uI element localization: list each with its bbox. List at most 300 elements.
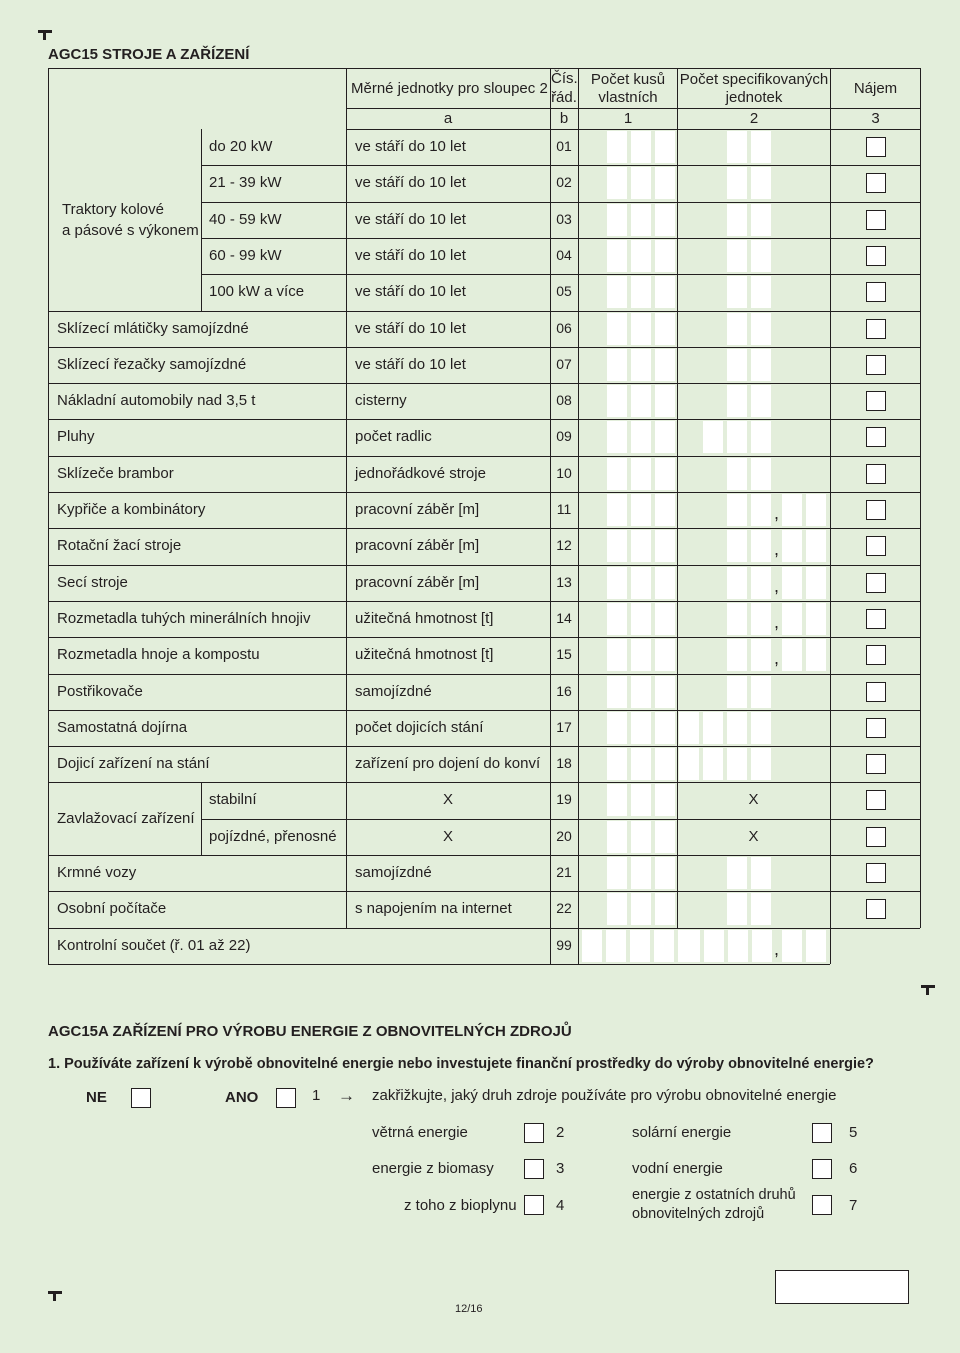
table-line — [48, 601, 920, 602]
rent-checkbox[interactable] — [866, 464, 886, 484]
count-own-cell[interactable] — [607, 712, 627, 744]
rent-checkbox[interactable] — [866, 645, 886, 665]
row-number: 12 — [556, 537, 572, 554]
table-line — [48, 456, 920, 457]
count-own-cell[interactable] — [607, 676, 627, 708]
count-spec-cell[interactable] — [703, 421, 723, 453]
rent-checkbox[interactable] — [866, 609, 886, 629]
count-spec-cell[interactable] — [727, 349, 747, 381]
decimal-comma: , — [774, 938, 780, 959]
count-own-cell[interactable] — [607, 603, 627, 635]
rent-checkbox[interactable] — [866, 319, 886, 339]
count-own-cell[interactable] — [655, 603, 675, 635]
count-own-cell[interactable] — [655, 313, 675, 345]
section-title-agc15a: AGC15A ZAŘÍZENÍ PRO VÝROBU ENERGIE Z OBNOVITELNÝCH ZDROJŮ — [48, 1023, 572, 1040]
row-number: 21 — [556, 864, 572, 880]
count-own-cell[interactable] — [607, 204, 627, 236]
row-sublabel: 100 kW a více — [209, 283, 305, 301]
count-spec-cell[interactable] — [727, 313, 747, 345]
count-spec-cell[interactable] — [727, 421, 747, 453]
option-biomass-label: energie z biomasy — [372, 1160, 494, 1177]
table-line — [48, 637, 920, 638]
count-own-cell[interactable] — [631, 748, 651, 780]
row-unit: ve stáří do 10 let — [355, 246, 466, 264]
row-sublabel: 21 - 39 kW — [209, 174, 282, 192]
count-own-cell[interactable] — [631, 458, 651, 490]
count-own-cell[interactable] — [607, 530, 627, 562]
table-line — [48, 964, 830, 965]
row-name: Kontrolní součet (ř. 01 až 22) — [57, 936, 251, 954]
row-name: Sklízecí mlátičky samojízdné — [57, 319, 249, 337]
count-own-cell[interactable] — [631, 349, 651, 381]
header-rad: řád. — [551, 89, 577, 106]
row-unit: pracovní záběr [m] — [355, 501, 480, 518]
sum-cell[interactable] — [752, 930, 772, 962]
count-spec-cell[interactable] — [751, 712, 771, 744]
count-own-cell[interactable] — [607, 893, 627, 925]
count-own-cell[interactable] — [655, 784, 675, 816]
row-unit: samojízdné — [355, 682, 432, 700]
rent-checkbox[interactable] — [866, 173, 886, 193]
option-solar-checkbox[interactable] — [812, 1123, 832, 1143]
row-number: 11 — [556, 501, 572, 517]
table-line — [578, 68, 579, 964]
row-name: Postřikovače — [57, 682, 143, 700]
count-own-cell[interactable] — [607, 313, 627, 345]
option-other-checkbox[interactable] — [812, 1195, 832, 1215]
count-spec-cell[interactable] — [751, 313, 771, 345]
count-spec-cell[interactable] — [727, 603, 747, 635]
count-own-cell[interactable] — [607, 349, 627, 381]
count-own-cell[interactable] — [631, 676, 651, 708]
row-name: Rotační žací stroje — [57, 537, 182, 555]
row-sublabel: 40 - 59 kW — [209, 210, 282, 228]
row-number: 06 — [556, 319, 572, 336]
row-spec-x: X — [748, 827, 759, 845]
count-own-cell[interactable] — [631, 240, 651, 272]
count-own-cell[interactable] — [631, 821, 651, 853]
count-spec-cell[interactable] — [751, 204, 771, 236]
count-own-cell[interactable] — [654, 930, 674, 962]
count-spec-cell[interactable] — [751, 131, 771, 163]
row-unit: samojízdné — [355, 864, 432, 881]
count-own-cell[interactable] — [631, 530, 651, 562]
count-spec-cell[interactable] — [751, 385, 771, 417]
option-water-label: vodní energie — [632, 1160, 723, 1177]
count-own-cell[interactable] — [607, 821, 627, 853]
option-solar-code: 5 — [849, 1124, 858, 1141]
rent-checkbox[interactable] — [866, 536, 886, 556]
row-unit: pracovní záběr [m] — [355, 537, 480, 555]
count-own-cell[interactable] — [607, 276, 627, 308]
row-number: 10 — [556, 464, 572, 481]
count-own-cell[interactable] — [607, 639, 627, 671]
count-spec-cell[interactable] — [751, 167, 771, 199]
count-spec-decimal-cell[interactable] — [806, 494, 826, 526]
count-own-cell[interactable] — [631, 313, 651, 345]
header-own-2: vlastních — [598, 89, 658, 106]
count-own-cell[interactable] — [655, 712, 675, 744]
count-spec-cell[interactable] — [751, 349, 771, 381]
count-spec-cell[interactable] — [751, 458, 771, 490]
renewable-question: 1. Používáte zařízení k výrobě obnovitelné energie nebo investujete finanční prostředky do výroby obnovitelné energie? — [48, 1056, 874, 1072]
row-number: 15 — [556, 646, 572, 663]
count-own-cell[interactable] — [607, 784, 627, 816]
count-own-cell[interactable] — [631, 204, 651, 236]
sum-cell[interactable] — [728, 930, 748, 962]
count-own-cell[interactable] — [655, 530, 675, 562]
count-own-cell[interactable] — [631, 639, 651, 671]
count-spec-decimal-cell[interactable] — [782, 639, 802, 671]
count-own-cell[interactable] — [655, 240, 675, 272]
row-name: Nákladní automobily nad 3,5 t — [57, 392, 256, 410]
count-own-cell[interactable] — [607, 458, 627, 490]
count-own-cell[interactable] — [631, 857, 651, 889]
count-own-cell[interactable] — [655, 349, 675, 381]
instruction-text: zakřižkujte, jaký druh zdroje používáte pro výrobu obnovitelné energie — [372, 1087, 837, 1104]
count-spec-decimal-cell[interactable] — [782, 567, 802, 599]
option-solar-label: solární energie — [632, 1124, 732, 1141]
count-spec-cell[interactable] — [727, 857, 747, 889]
row-unit: ve stáří do 10 let — [355, 283, 466, 301]
row-number: 99 — [556, 936, 572, 953]
count-spec-cell[interactable] — [727, 494, 747, 526]
page-id-box — [775, 1270, 909, 1304]
table-line — [48, 383, 920, 384]
count-spec-cell[interactable] — [751, 603, 771, 635]
row-number: 13 — [556, 573, 572, 590]
table-line — [48, 891, 920, 892]
header-rent: Nájem — [853, 80, 898, 97]
count-spec-cell[interactable] — [727, 167, 747, 199]
table-line — [48, 68, 49, 964]
table-line — [48, 928, 920, 929]
row-spec-x: X — [748, 791, 759, 809]
count-own-cell[interactable] — [631, 784, 651, 816]
rent-checkbox[interactable] — [866, 863, 886, 883]
table-line — [920, 68, 921, 928]
count-spec-cell[interactable] — [751, 276, 771, 308]
row-unit: užitečná hmotnost [t] — [355, 609, 494, 627]
table-line — [550, 68, 551, 964]
row-unit: X — [442, 791, 453, 809]
col-label-3: 3 — [871, 110, 880, 127]
rent-checkbox[interactable] — [866, 282, 886, 302]
count-own-cell[interactable] — [607, 748, 627, 780]
row-number: 04 — [556, 246, 572, 263]
row-unit: užitečná hmotnost [t] — [355, 646, 494, 664]
count-spec-decimal-cell[interactable] — [806, 567, 826, 599]
header-units: Měrné jednotky pro sloupec 2 — [351, 80, 548, 97]
row-number: 02 — [556, 174, 572, 191]
ano-code: 1 — [312, 1087, 321, 1104]
row-number: 03 — [556, 210, 572, 227]
count-own-cell[interactable] — [607, 385, 627, 417]
option-biomass-code: 3 — [556, 1160, 565, 1177]
table-line — [201, 165, 920, 166]
count-spec-cell[interactable] — [727, 530, 747, 562]
sum-decimal-cell[interactable] — [806, 930, 826, 962]
count-own-cell[interactable] — [655, 421, 675, 453]
count-spec-cell[interactable] — [727, 676, 747, 708]
header-cis: Čís. — [551, 70, 578, 87]
count-spec-cell[interactable] — [751, 494, 771, 526]
count-own-cell[interactable] — [631, 567, 651, 599]
col-label-b: b — [559, 110, 569, 127]
count-spec-cell[interactable] — [727, 131, 747, 163]
rent-checkbox[interactable] — [866, 355, 886, 375]
count-spec-decimal-cell[interactable] — [782, 530, 802, 562]
header-own-1: Počet kusů — [590, 71, 666, 88]
count-spec-cell[interactable] — [751, 421, 771, 453]
row-unit: ve stáří do 10 let — [355, 355, 466, 373]
count-own-cell[interactable] — [607, 421, 627, 453]
count-own-cell[interactable] — [631, 421, 651, 453]
row-unit: X — [442, 827, 453, 845]
row-number: 14 — [556, 609, 572, 626]
option-biogas-code: 4 — [556, 1197, 565, 1214]
count-spec-decimal-cell[interactable] — [806, 603, 826, 635]
option-wind-checkbox[interactable] — [524, 1123, 544, 1143]
count-own-cell[interactable] — [655, 748, 675, 780]
rent-checkbox[interactable] — [866, 210, 886, 230]
count-own-cell[interactable] — [655, 276, 675, 308]
decimal-comma: , — [774, 648, 780, 669]
count-own-cell[interactable] — [631, 712, 651, 744]
count-spec-cell[interactable] — [751, 567, 771, 599]
count-spec-cell[interactable] — [703, 748, 723, 780]
arrow-icon: → — [338, 1086, 355, 1105]
count-spec-decimal-cell[interactable] — [806, 530, 826, 562]
table-line — [48, 565, 920, 566]
option-biogas-checkbox[interactable] — [524, 1195, 544, 1215]
count-own-cell[interactable] — [607, 167, 627, 199]
sum-decimal-cell[interactable] — [782, 930, 802, 962]
count-spec-cell[interactable] — [751, 857, 771, 889]
count-own-cell[interactable] — [655, 385, 675, 417]
count-own-cell[interactable] — [607, 240, 627, 272]
count-spec-cell[interactable] — [751, 676, 771, 708]
row-name: Osobní počítače — [57, 900, 167, 918]
option-biomass-checkbox[interactable] — [524, 1159, 544, 1179]
table-line — [677, 68, 678, 928]
count-spec-cell[interactable] — [751, 530, 771, 562]
ne-checkbox[interactable] — [131, 1088, 151, 1108]
count-spec-cell[interactable] — [727, 567, 747, 599]
option-water-checkbox[interactable] — [812, 1159, 832, 1179]
count-own-cell[interactable] — [631, 893, 651, 925]
count-spec-decimal-cell[interactable] — [782, 494, 802, 526]
corner-mark-top-left — [38, 30, 52, 40]
count-own-cell[interactable] — [655, 494, 675, 526]
table-line — [48, 674, 920, 675]
count-own-cell[interactable] — [655, 821, 675, 853]
table-line — [346, 129, 920, 130]
rent-checkbox[interactable] — [866, 427, 886, 447]
rent-checkbox[interactable] — [866, 573, 886, 593]
rent-checkbox[interactable] — [866, 754, 886, 774]
count-own-cell[interactable] — [631, 131, 651, 163]
row-number: 20 — [556, 827, 572, 844]
table-line — [201, 129, 202, 311]
count-own-cell[interactable] — [607, 131, 627, 163]
table-line — [830, 68, 831, 928]
count-own-cell[interactable] — [607, 494, 627, 526]
table-line — [48, 68, 920, 69]
corner-mark-bottom-left — [48, 1291, 62, 1301]
row-number: 16 — [556, 682, 572, 699]
row-number: 09 — [556, 428, 572, 445]
rent-checkbox[interactable] — [866, 246, 886, 266]
count-own-cell[interactable] — [655, 204, 675, 236]
count-own-cell[interactable] — [631, 276, 651, 308]
decimal-comma: , — [774, 611, 780, 632]
row-name: Samostatná dojírna — [57, 718, 188, 736]
row-number: 22 — [556, 900, 572, 917]
table-line — [201, 238, 920, 239]
section-title-agc15: AGC15 STROJE A ZAŘÍZENÍ — [48, 46, 250, 63]
rent-checkbox[interactable] — [866, 682, 886, 702]
row-unit: jednořádkové stroje — [355, 464, 486, 482]
row-number: 18 — [556, 755, 572, 772]
table-line — [48, 746, 920, 747]
row-number: 19 — [556, 791, 572, 808]
row-name: Rozmetadla tuhých minerálních hnojiv — [57, 609, 311, 627]
rent-checkbox[interactable] — [866, 790, 886, 810]
row-name: Kypřiče a kombinátory — [57, 501, 206, 518]
option-other-code: 7 — [849, 1197, 858, 1214]
option-other-label-2: obnovitelných zdrojů — [632, 1206, 765, 1222]
rent-checkbox[interactable] — [866, 899, 886, 919]
row-unit: zařízení pro dojení do konví — [355, 755, 541, 773]
count-own-cell[interactable] — [655, 639, 675, 671]
ano-checkbox[interactable] — [276, 1088, 296, 1108]
table-line — [201, 782, 202, 855]
count-spec-cell[interactable] — [751, 240, 771, 272]
count-spec-cell[interactable] — [727, 276, 747, 308]
sum-cell[interactable] — [704, 930, 724, 962]
count-own-cell[interactable] — [631, 603, 651, 635]
count-own-cell[interactable] — [630, 930, 650, 962]
count-spec-cell[interactable] — [679, 712, 699, 744]
row-unit: počet radlic — [355, 428, 432, 446]
option-water-code: 6 — [849, 1160, 858, 1177]
count-spec-cell[interactable] — [679, 748, 699, 780]
count-spec-cell[interactable] — [727, 712, 747, 744]
count-own-cell[interactable] — [655, 857, 675, 889]
count-spec-cell[interactable] — [727, 458, 747, 490]
count-own-cell[interactable] — [607, 567, 627, 599]
tractor-group-label: Traktory kolové — [62, 201, 164, 218]
count-spec-cell[interactable] — [727, 748, 747, 780]
row-unit: ve stáří do 10 let — [355, 210, 466, 228]
count-spec-cell[interactable] — [703, 712, 723, 744]
table-line — [48, 528, 920, 529]
row-name: Secí stroje — [57, 573, 128, 591]
col-label-2: 2 — [749, 110, 759, 127]
table-line — [346, 108, 920, 109]
row-number: 01 — [556, 138, 572, 154]
count-spec-cell[interactable] — [727, 639, 747, 671]
table-line — [346, 68, 347, 928]
row-unit: ve stáří do 10 let — [355, 174, 466, 192]
count-own-cell[interactable] — [582, 930, 602, 962]
table-line — [48, 782, 920, 783]
count-spec-cell[interactable] — [751, 893, 771, 925]
header-spec-1: Počet specifikovaných — [679, 71, 829, 88]
row-unit: ve stáří do 10 let — [355, 319, 466, 337]
count-spec-decimal-cell[interactable] — [782, 603, 802, 635]
count-own-cell[interactable] — [631, 494, 651, 526]
rent-checkbox[interactable] — [866, 827, 886, 847]
rent-checkbox[interactable] — [866, 137, 886, 157]
count-spec-cell[interactable] — [751, 639, 771, 671]
table-line — [830, 928, 831, 964]
count-own-cell[interactable] — [655, 567, 675, 599]
count-own-cell[interactable] — [655, 131, 675, 163]
count-spec-cell[interactable] — [727, 204, 747, 236]
count-spec-cell[interactable] — [727, 385, 747, 417]
row-number: 07 — [556, 355, 572, 372]
corner-mark-right — [921, 985, 935, 995]
count-spec-cell[interactable] — [727, 240, 747, 272]
count-spec-decimal-cell[interactable] — [806, 639, 826, 671]
count-spec-cell[interactable] — [727, 893, 747, 925]
count-own-cell[interactable] — [655, 893, 675, 925]
count-own-cell[interactable] — [655, 167, 675, 199]
table-line — [48, 855, 920, 856]
ne-label: NE — [86, 1089, 107, 1106]
page-number: 12/16 — [455, 1303, 483, 1315]
row-unit: s napojením na internet — [355, 900, 512, 918]
col-label-1: 1 — [623, 110, 633, 127]
row-unit: pracovní záběr [m] — [355, 573, 480, 591]
ano-label: ANO — [225, 1089, 259, 1106]
row-sublabel: stabilní — [209, 791, 257, 809]
row-unit: počet dojicích stání — [355, 718, 484, 736]
table-line — [48, 419, 920, 420]
option-other-label: energie z ostatních druhů — [632, 1187, 796, 1203]
decimal-comma: , — [774, 575, 780, 596]
table-line — [201, 274, 920, 275]
count-own-cell[interactable] — [655, 676, 675, 708]
count-own-cell[interactable] — [606, 930, 626, 962]
count-own-cell[interactable] — [607, 857, 627, 889]
row-sublabel: 60 - 99 kW — [209, 246, 282, 264]
count-own-cell[interactable] — [655, 458, 675, 490]
row-number: 05 — [556, 283, 572, 300]
rent-checkbox[interactable] — [866, 391, 886, 411]
decimal-comma: , — [774, 503, 780, 523]
row-name: Pluhy — [57, 428, 95, 446]
row-unit: ve stáří do 10 let — [355, 138, 466, 155]
row-number: 17 — [556, 718, 572, 735]
header-spec-2: jednotek — [725, 89, 783, 106]
decimal-comma: , — [774, 539, 780, 560]
table-line — [48, 347, 920, 348]
row-name: Dojicí zařízení na stání — [57, 755, 210, 773]
rent-checkbox[interactable] — [866, 718, 886, 738]
col-label-a: a — [443, 110, 453, 127]
count-own-cell[interactable] — [631, 167, 651, 199]
irrigation-group-label: Zavlažovací zařízení — [57, 810, 195, 827]
tractor-group-label-2: a pásové s výkonem — [62, 222, 199, 239]
count-own-cell[interactable] — [631, 385, 651, 417]
sum-cell[interactable] — [680, 930, 700, 962]
rent-checkbox[interactable] — [866, 500, 886, 520]
row-sublabel: do 20 kW — [209, 138, 273, 155]
count-spec-cell[interactable] — [751, 748, 771, 780]
